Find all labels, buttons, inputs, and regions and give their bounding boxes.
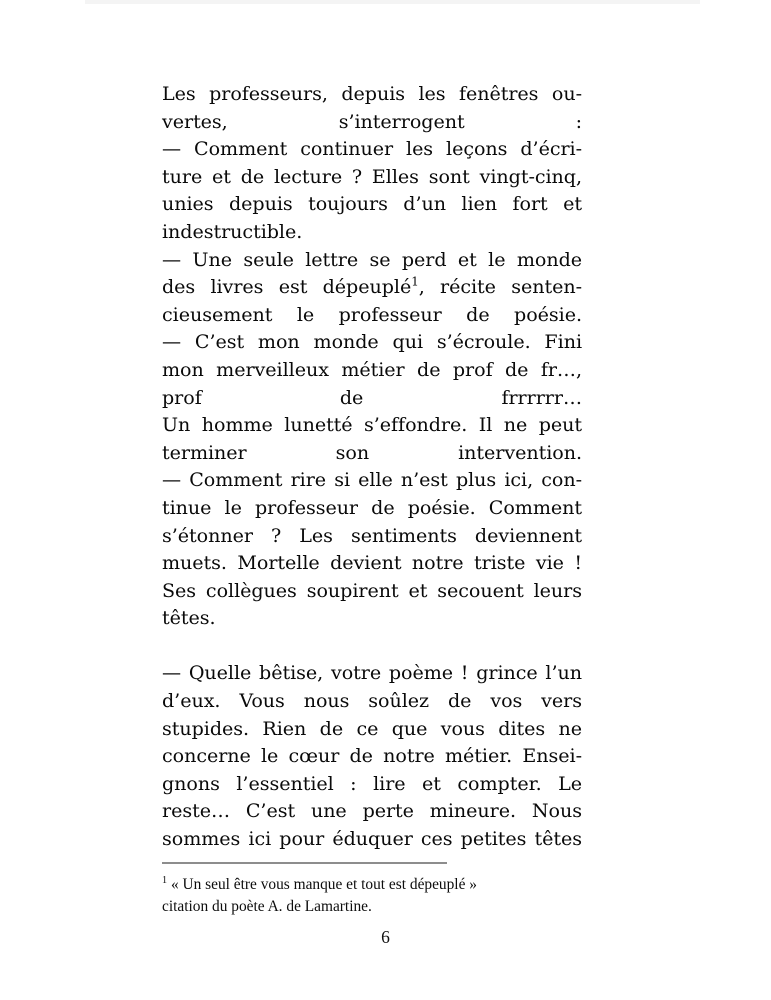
- paragraph: [162, 80, 582, 135]
- paragraph-line: tinue le professeur de poésie. Comment: [162, 495, 582, 519]
- paragraph-line: muets. Mortelle devient notre triste vie !: [162, 551, 582, 575]
- paragraph-line: Un homme lunetté s’effondre. Il ne peut: [162, 413, 582, 437]
- paragraph-line: reste… C’est une perte mineure. Nous: [162, 799, 582, 823]
- paragraph-line: mon merveilleux métier de prof de fr…,: [162, 357, 582, 381]
- paragraph-line: gnons l’essentiel : lire et compter. Le: [162, 771, 582, 795]
- footnote-marker: 1: [162, 874, 168, 886]
- paragraph: [162, 466, 582, 576]
- paragraph-line: indestructible.: [162, 219, 303, 243]
- footnote-line: citation du poète A. de Lamartine.: [162, 897, 372, 915]
- paragraph-line: Ses collègues soupirent et secouent leurs: [162, 578, 582, 602]
- paragraph-line: prof de frrrrrr…: [162, 385, 582, 409]
- paragraph-line: d’eux. Vous nous soûlez de vos vers: [162, 689, 582, 713]
- paragraph-line: concerne le cœur de notre métier. Ensei-: [162, 744, 582, 768]
- paragraph-line: , récite senten-: [418, 275, 583, 299]
- page-number: 6: [381, 927, 390, 947]
- footnote-separator-rule: [162, 862, 447, 864]
- paragraph-line: unies depuis toujours d’un lien fort et: [162, 192, 582, 216]
- body-text-column: [162, 80, 582, 853]
- page-edge-band: [85, 0, 700, 4]
- footnote-reference[interactable]: 1: [411, 274, 419, 289]
- paragraph-line: têtes.: [162, 606, 216, 630]
- paragraph-line: des livres est dépeuplé: [162, 275, 412, 299]
- paragraph-line: ture et de lecture ? Elles sont vingt-cinq,: [162, 164, 582, 188]
- paragraph-line: vertes, s’interrogent :: [162, 109, 582, 133]
- paragraph-line: — Une seule lettre se perd et le monde: [162, 247, 582, 271]
- paragraph-line: — Comment continuer les leçons d’écri-: [162, 137, 582, 161]
- footnote-area: [162, 862, 582, 917]
- paragraph-line: terminer son intervention.: [162, 440, 582, 464]
- paragraph: [162, 659, 582, 852]
- footnote-line: « Un seul être vous manque et tout est dépeuplé »: [170, 876, 477, 893]
- paragraph: [162, 577, 582, 632]
- paragraph: [162, 246, 582, 329]
- paragraph-line: sommes ici pour éduquer ces petites têtes: [162, 827, 582, 851]
- paragraph-line: stupides. Rien de ce que vous dites ne: [162, 716, 582, 740]
- paragraph-line: — Quelle bêtise, votre poème ! grince l’un: [162, 661, 582, 685]
- paragraph-line: s’étonner ? Les sentiments deviennent: [162, 523, 582, 547]
- paragraph-line: — C’est mon monde qui s’écroule. Fini: [162, 330, 582, 354]
- paragraph-line: Les professeurs, depuis les fenêtres ou-: [162, 82, 582, 105]
- footnote-text: [162, 874, 582, 917]
- paragraph: [162, 328, 582, 411]
- paragraph-line: cieusement le professeur de poésie.: [162, 302, 582, 326]
- paragraph: [162, 411, 582, 466]
- paragraph: [162, 135, 582, 245]
- paragraph-line: — Comment rire si elle n’est plus ici, con-: [162, 468, 582, 492]
